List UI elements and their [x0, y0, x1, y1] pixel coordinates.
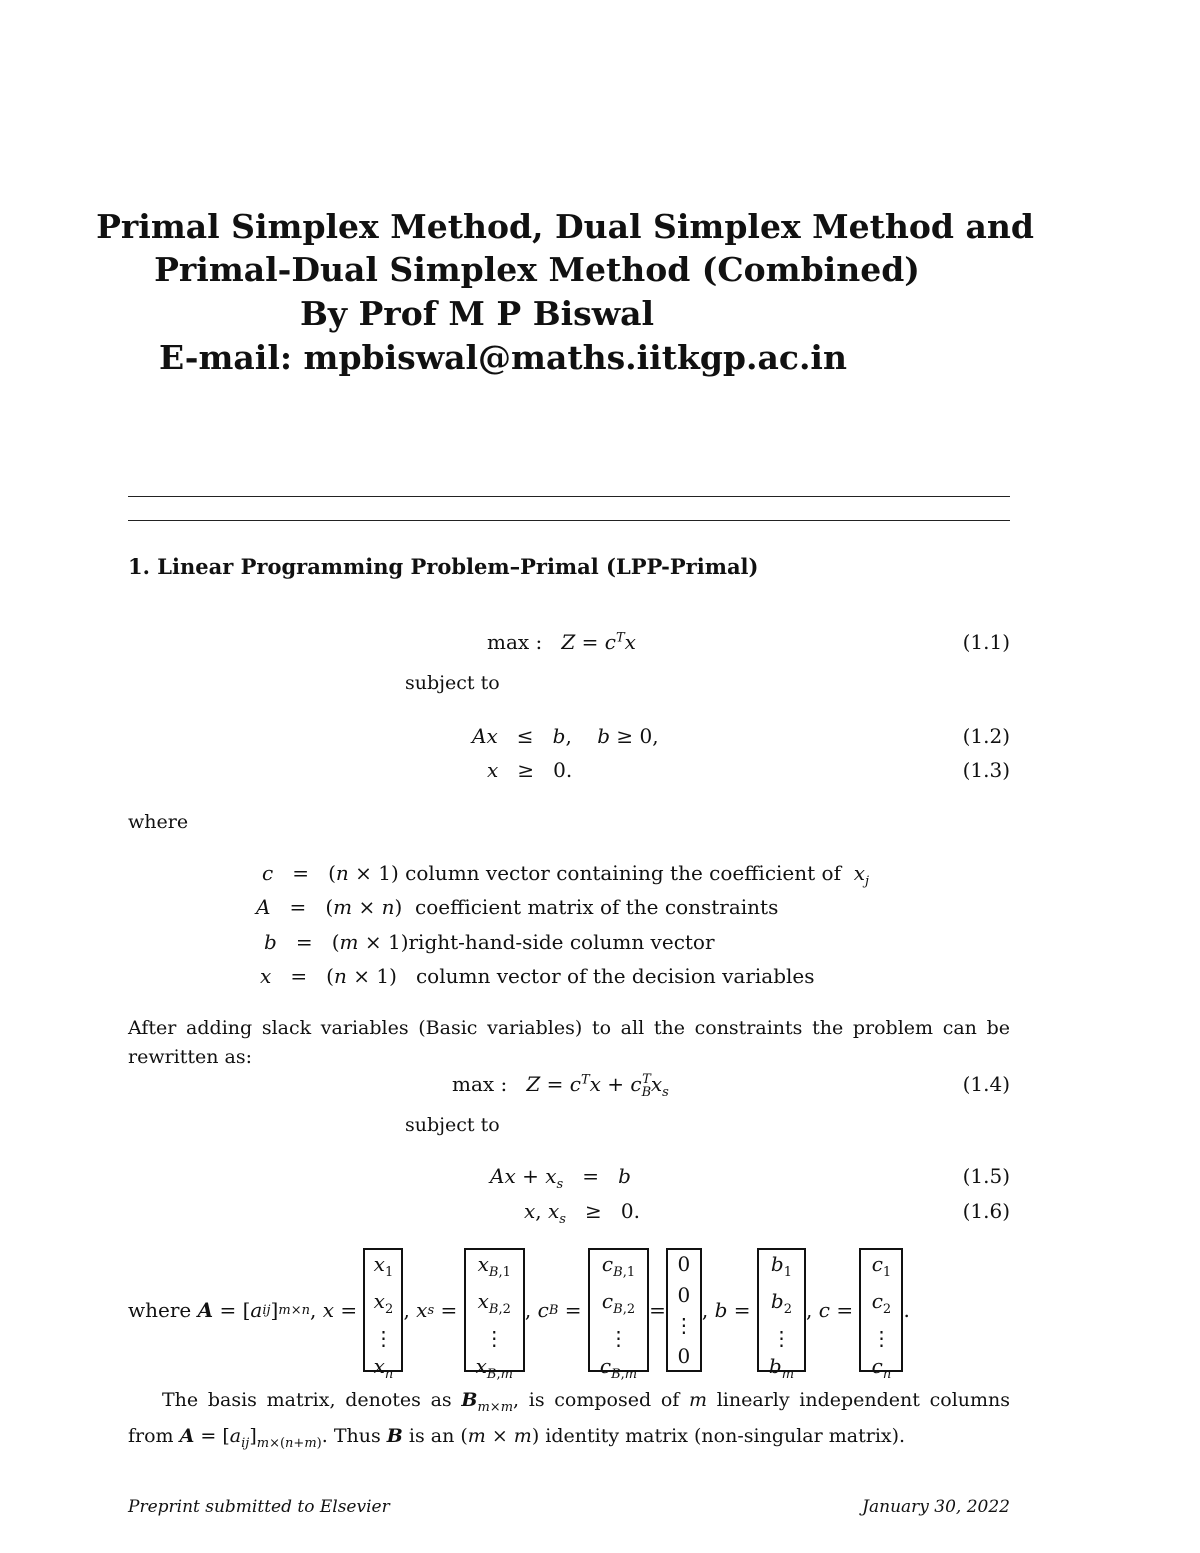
matrix-xs: $x_{B,1}$ $x_{B,2}$ ⋮ $x_{B,m}$ [464, 1248, 525, 1372]
eq-number-1-6: (1.6) [962, 1199, 1010, 1223]
definition-b: b = (m × 1)right-hand-side column vector [264, 930, 715, 954]
constraint-1-5: $Ax + x_s = b$ [490, 1164, 631, 1192]
definition-x-text: column vector of the decision variables [415, 964, 815, 988]
matrix-x: $x_1$ $x_2$ ⋮ $x_n$ [363, 1248, 403, 1372]
rule-bottom [128, 520, 1010, 521]
constraint-1-3: x ≥ 0. [487, 758, 573, 782]
basis-text-d: from [128, 1424, 174, 1447]
matrix-c: $c_1$ $c_2$ ⋮ $c_n$ [859, 1248, 903, 1372]
eq-number-1-4: (1.4) [962, 1072, 1010, 1096]
definition-a: A = (m × n) coefficient matrix of the constraints [256, 895, 779, 919]
basis-paragraph: The basis matrix, denotes as $B_{m\times m}$, is composed of m linearly independent columns from $A = [a_{ij}]_{m\times(n+m)}$. Thus B is an (m × m) identity matrix (non-singular matrix). [128, 1389, 1011, 1451]
title-line-1: Primal Simplex Method, Dual Simplex Method and [96, 207, 1034, 246]
definition-x: x = (n × 1) column vector of the decision variables [260, 964, 815, 988]
definition-a-text: coefficient matrix of the constraints [415, 895, 779, 919]
basis-text-g: identity matrix (non-singular matrix). [545, 1424, 906, 1447]
section-heading: 1. Linear Programming Problem–Primal (LPP-Primal) [128, 554, 759, 579]
author-line: By Prof M P Biswal [299, 294, 655, 333]
title-line-2: Primal-Dual Simplex Method (Combined) [154, 250, 920, 289]
eq-number-1-2: (1.2) [962, 724, 1010, 748]
basis-text-a: The basis matrix, denotes as [162, 1389, 452, 1411]
objective-primal: max : $Z = c^Tx$ [487, 630, 636, 654]
subject-to-1: subject to [405, 672, 500, 694]
matrix-definitions: where A = [ a ij ] m×n , x = $x_1$ $x_2$ ⋮ $x_n$ , x s = $x_{B,1}$ $x_{B,2}$ ⋮ $x_{B,m}$ , c B = $c_{B,1}$ $c_{B,2}$ ⋮ $c_{B,m}$ = 0 0 ⋮ 0 , b = $b_1$ $b_2$ ⋮ $b_m$ , c = $c_1$ $c_2$ ⋮ $c_n$ . [128, 1247, 910, 1373]
where-label: where [128, 811, 189, 833]
basis-text-f: is an [408, 1424, 455, 1447]
basis-text-b: , is composed of [513, 1389, 680, 1411]
subject-to-2: subject to [405, 1114, 500, 1136]
definition-c: c = (n × 1) column vector containing the coefficient of $x_j$ [262, 861, 870, 889]
constraint-1-6: x, $x_s \ge 0$. [524, 1199, 640, 1227]
email-line: E-mail: mpbiswal@maths.iitkgp.ac.in [159, 338, 847, 377]
matrix-b: $b_1$ $b_2$ ⋮ $b_m$ [757, 1248, 806, 1372]
rule-top [128, 496, 1010, 497]
eq-number-1-3: (1.3) [962, 758, 1010, 782]
footer-left: Preprint submitted to Elsevier [128, 1497, 390, 1517]
where-matrix-label: where [128, 1298, 192, 1322]
objective-slack: max : $Z = c^Tx + c_B^Tx_s$ [452, 1072, 669, 1100]
matrix-zero: 0 0 ⋮ 0 [666, 1248, 702, 1372]
footer-right: January 30, 2022 [862, 1497, 1010, 1517]
basis-text-e: . Thus [321, 1424, 381, 1447]
definition-b-text: right-hand-side column vector [408, 930, 715, 954]
constraint-1-2: Ax ≤ b, b ≥ 0, [472, 724, 659, 748]
definition-c-text: column vector containing the coefficient of [405, 861, 841, 885]
eq-number-1-5: (1.5) [962, 1164, 1010, 1188]
basis-text-c: linearly independent columns [716, 1389, 1011, 1411]
slack-paragraph: After adding slack variables (Basic variables) to all the constraints the problem can be rewritten as: [128, 1017, 1010, 1068]
matrix-cb: $c_{B,1}$ $c_{B,2}$ ⋮ $c_{B,m}$ [588, 1248, 649, 1372]
eq-number-1-1: (1.1) [962, 630, 1010, 654]
